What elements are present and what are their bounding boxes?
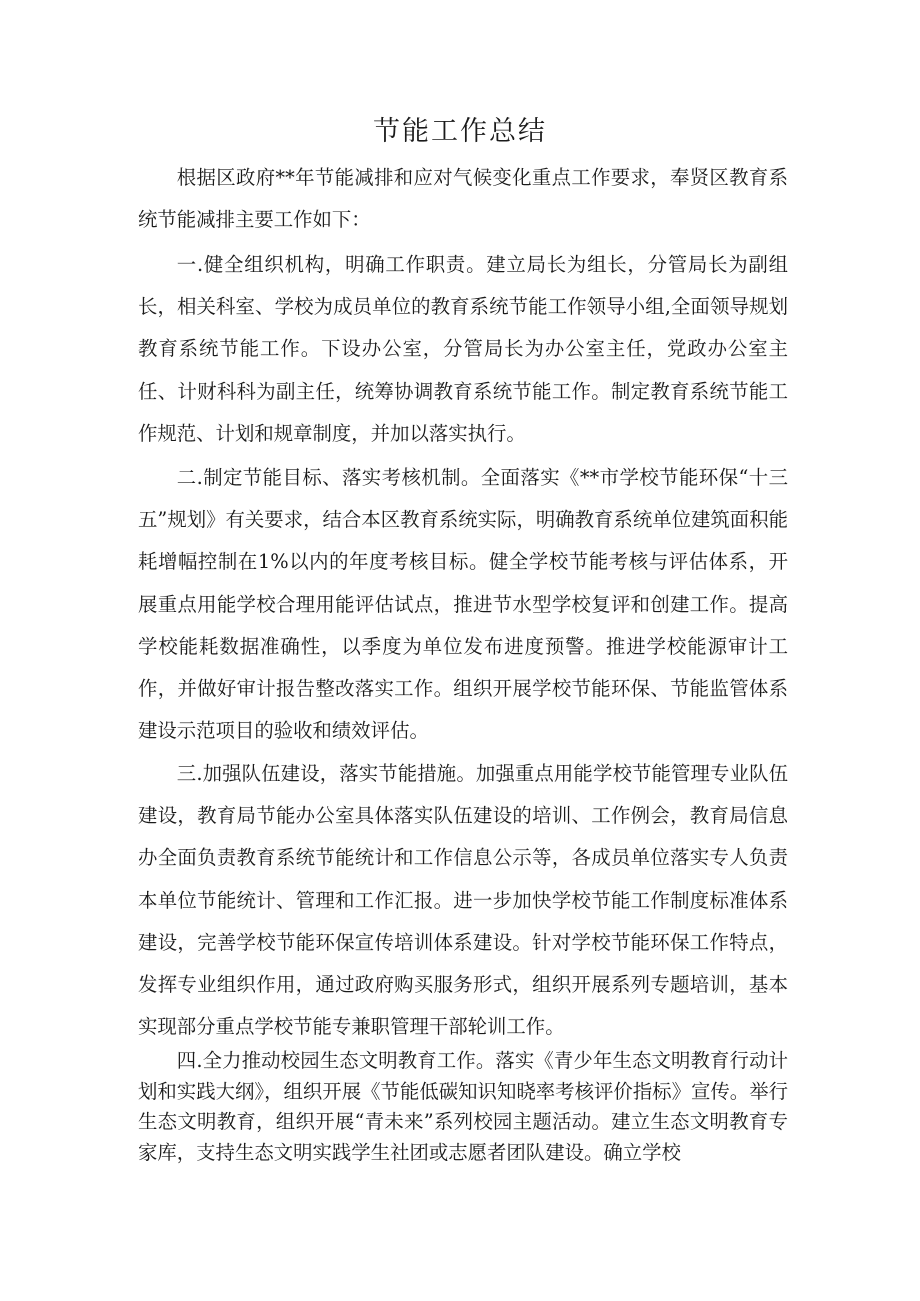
section-3-paragraph: 三.加强队伍建设，落实节能措施。加强重点用能学校节能管理专业队伍建设，教育局节能办公室具体落实队伍建设的培训、工作例会，教育局信息办全面负责教育系统节能统计和工作信息公示等，各成员单位落实专人负责本单位节能统计、管理和工作汇报。进一步加快学校节能工作制度标准体系建设，完善学校节能环保宣传培训体系建设。针对学校节能环保工作特点，发挥专业组织作用，通过政府购买服务形式，组织开展系列专题培训，基本实现部分重点学校节能专兼职管理干部轮训工作。 xyxy=(138,762,788,1039)
intro-paragraph: 根据区政府**年节能减排和应对气候变化重点工作要求，奉贤区教育系统节能减排主要工作如下： xyxy=(138,166,788,232)
section-4-paragraph: 四.全力推动校园生态文明教育工作。落实《青少年生态文明教育行动计划和实践大纲》，组织开展《节能低碳知识知晓率考核评价指标》宣传。举行生态文明教育，组织开展“青未来”系列校园主题活动。建立生态文明教育专家库，支持生态文明实践学生社团或志愿者团队建设。确立学校 xyxy=(138,1049,788,1164)
section-2-paragraph: 二.制定节能目标、落实考核机制。全面落实《**市学校节能环保“十三五”规划》有关要求，结合本区教育系统实际，明确教育系统单位建筑面积能耗增幅控制在1%以内的年度考核目标。健全学校节能考核与评估体系，开展重点用能学校合理用能评估试点，推进节水型学校复评和创建工作。提高学校能耗数据准确性，以季度为单位发布进度预警。推进学校能源审计工作，并做好审计报告整改落实工作。组织开展学校节能环保、节能监管体系建设示范项目的验收和绩效评估。 xyxy=(138,466,788,743)
section-1-paragraph: 一.健全组织机构，明确工作职责。建立局长为组长，分管局长为副组长，相关科室、学校为成员单位的教育系统节能工作领导小组,全面领导规划教育系统节能工作。下设办公室，分管局长为办公室主任，党政办公室主任、计财科科为副主任，统筹协调教育系统节能工作。制定教育系统节能工作规范、计划和规章制度，并加以落实执行。 xyxy=(138,253,788,445)
document-title: 节能工作总结 xyxy=(373,116,547,147)
